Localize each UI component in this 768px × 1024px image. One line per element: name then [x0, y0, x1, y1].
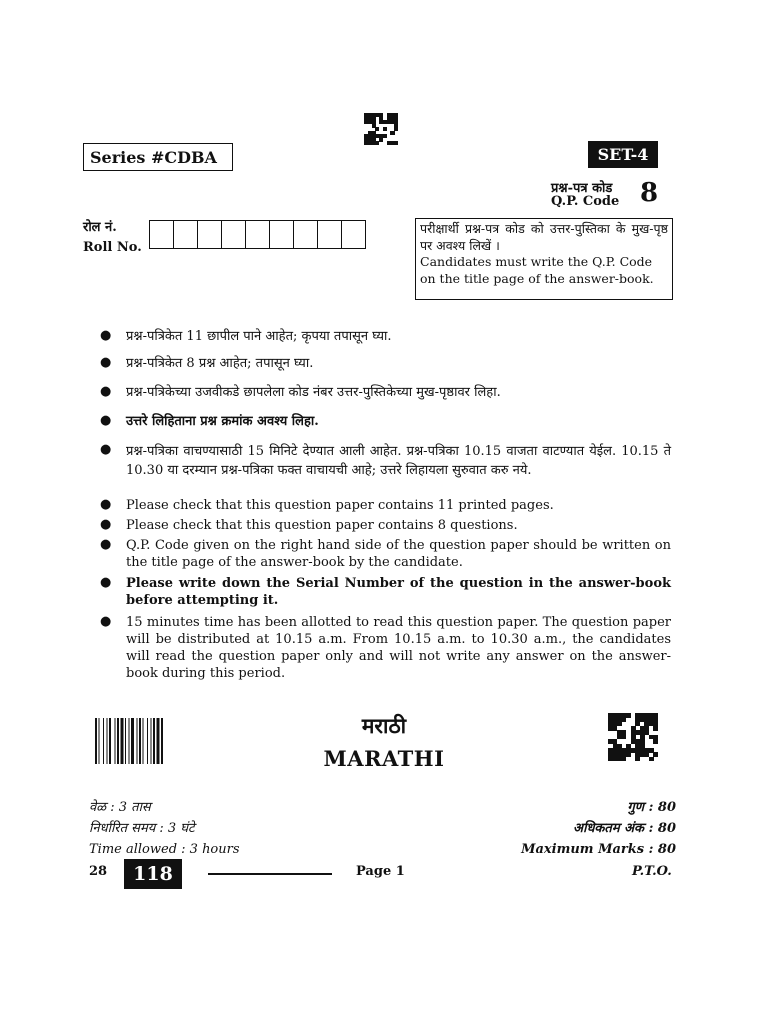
roll-box: [317, 220, 342, 249]
note-english: Candidates must write the Q.P. Code on the title page of the answer-book.: [420, 254, 654, 286]
marks-marathi: गुण : 80: [627, 800, 676, 815]
roll-box: [173, 220, 198, 249]
roll-number-boxes: [150, 220, 366, 249]
time-info: [89, 797, 240, 860]
marks-info: [521, 797, 676, 860]
marks-english: Maximum Marks : 80: [521, 842, 676, 857]
series-label: Series #CDBA: [83, 143, 233, 171]
page-number: Page 1: [356, 864, 405, 879]
roll-box: [149, 220, 174, 249]
qr-module: [394, 141, 398, 145]
subject-qr-code: [608, 713, 658, 761]
qp-code-label-en: Q.P. Code: [551, 194, 620, 209]
paper-code-badge: 118: [124, 859, 182, 889]
qr-module: [379, 138, 383, 142]
qp-code-number: 8: [640, 178, 659, 208]
roll-box: [341, 220, 366, 249]
qr-module: [383, 127, 387, 131]
subject-title-english: MARATHI: [323, 746, 445, 771]
qr-module: [622, 717, 627, 722]
qr-module: [653, 726, 658, 731]
qp-code-label-mr: प्रश्न-पत्र कोड: [551, 181, 613, 196]
roll-box: [293, 220, 318, 249]
qr-module: [375, 127, 379, 131]
qr-module: [375, 141, 379, 145]
qr-module: [383, 134, 387, 138]
qr-module: [626, 752, 631, 757]
time-english: Time allowed : 3 hours: [89, 842, 240, 857]
roll-box: [197, 220, 222, 249]
roll-box: [269, 220, 294, 249]
footer-divider: [208, 873, 332, 875]
qr-module: [626, 713, 631, 718]
pto-label: P.T.O.: [632, 864, 672, 879]
qr-module: [622, 757, 627, 762]
qr-module: [394, 127, 398, 131]
qr-module: [649, 757, 654, 762]
footer-number: 28: [89, 864, 108, 879]
top-qr-code: [364, 113, 398, 145]
marks-hindi: अधिकतम अंक : 80: [573, 821, 676, 836]
roll-label-mr: रोल नं.: [83, 220, 117, 235]
qr-module: [617, 722, 622, 727]
qr-module: [653, 739, 658, 744]
roll-box: [245, 220, 270, 249]
qr-module: [622, 735, 627, 740]
roll-box: [221, 220, 246, 249]
set-badge: SET-4: [588, 141, 658, 168]
note-hindi: परीक्षार्थी प्रश्न-पत्र कोड को उत्तर-पुस्तिका के मुख-पृष्ठ पर अवश्य लिखें ।: [420, 221, 668, 253]
qp-code-note-box: [415, 218, 673, 300]
time-hindi: निर्धारित समय : 3 घंटे: [89, 821, 195, 836]
qr-module: [390, 131, 394, 135]
qr-module: [635, 757, 640, 762]
roll-label-en: Roll No.: [83, 240, 142, 255]
subject-title-marathi: मराठी: [361, 713, 407, 738]
qr-module: [653, 752, 658, 757]
time-marathi: वेळ : 3 तास: [89, 800, 151, 815]
